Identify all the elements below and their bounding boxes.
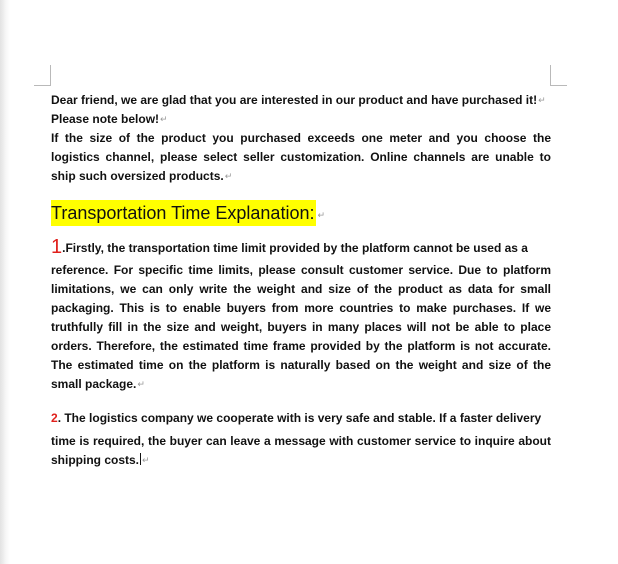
list-item-1-text-first: .Firstly, the transportation time limit provided by the platform cannot be used as a [62,241,528,255]
list-number-2: 2 [51,411,58,425]
paragraph-mark-icon: ↵ [538,95,546,105]
list-item-1-text-rest: reference. For specific time limits, please consult customer service. Due to platform limitations, we can only write the weight and size of the product as data for small packaging. This is to enable buyers from more countries to make purchases. If we truthfully fill in the size and weight, buyers in many places will not be able to place orders. Therefore, the estimated time frame provided by the platform is not accurate. The estimated time on the platform is naturally based on the weight and size of the small package. [51,263,551,391]
paragraph-mark-icon: ↵ [317,210,326,220]
list-item-2-body [51,432,551,470]
list-item-2-text-first: . The logistics company we cooperate with is very safe and stable. If a faster delivery [57,411,542,425]
intro-line-2 [51,110,551,129]
list-item-1 [51,234,551,394]
intro-line-1-text: Dear friend, we are glad that you are interested in our product and have purchased it! [51,93,538,107]
list-item-1-body [51,261,551,394]
list-item-2 [51,404,551,470]
margin-corner-top-right [550,65,567,86]
section-heading: Transportation Time Explanation: [51,200,316,226]
intro-line-1 [51,91,551,110]
intro-paragraph-text: If the size of the product you purchased exceeds one meter and you choose the logistics channel, please select seller customization. Online channels are unable to ship such oversized products. [51,131,551,183]
intro-line-2-text: Please note below! [51,112,160,126]
window-left-shadow [0,0,10,564]
heading-block [51,194,551,222]
intro-paragraph [51,129,551,186]
paragraph-mark-icon: ↵ [160,114,168,124]
list-number-1: 1 [51,236,63,258]
list-item-2-first-line [51,404,551,432]
paragraph-mark-icon: ↵ [142,455,150,465]
text-cursor [140,453,141,465]
list-item-2-text-rest: time is required, the buyer can leave a message with customer service to inquire about shipping costs. [51,434,551,467]
document-body[interactable] [51,91,551,470]
paragraph-mark-icon: ↵ [137,379,145,389]
list-item-1-first-line [51,234,551,261]
paragraph-mark-icon: ↵ [224,171,233,181]
margin-corner-top-left [34,65,51,86]
